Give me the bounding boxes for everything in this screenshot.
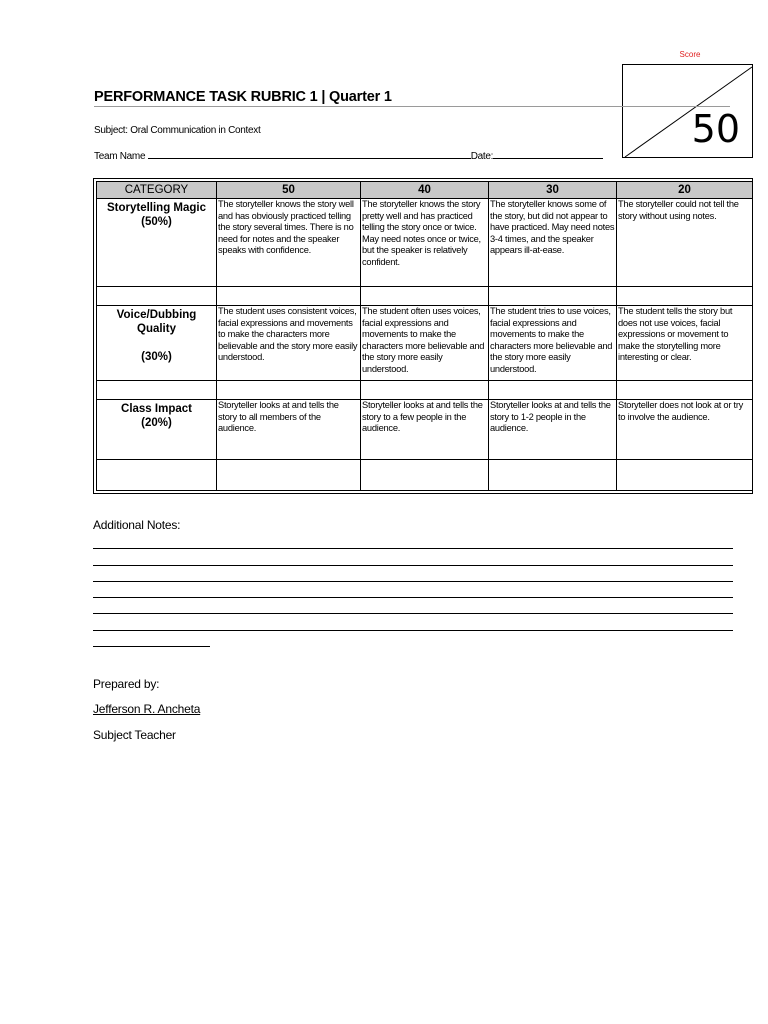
- notes-line[interactable]: [93, 632, 210, 647]
- category-percent: (30%): [141, 351, 172, 363]
- score-entry-cell[interactable]: [217, 460, 361, 491]
- score-entry-cell[interactable]: [489, 460, 617, 491]
- criteria-cell: The storyteller knows the story pretty well and has practiced telling the story once or twice. May need notes once or twice, but the speaker is relatively confident.: [361, 199, 489, 287]
- score-value: 50: [691, 107, 740, 151]
- category-cell: [97, 306, 217, 381]
- criteria-cell: The student tries to use voices, facial expressions and movements to make the characters more believable and the story more easily understood.: [489, 306, 617, 381]
- score-entry-row: [97, 460, 753, 491]
- score-entry-cell[interactable]: [361, 460, 489, 491]
- teacher-role: Subject Teacher: [93, 728, 176, 742]
- prepared-by-label: Prepared by:: [93, 677, 160, 691]
- score-label: Score: [679, 50, 701, 59]
- score-entry-cell[interactable]: [97, 287, 217, 306]
- team-name-field[interactable]: [148, 149, 471, 159]
- criteria-cell: The student uses consistent voices, facial expressions and movements to make the characters more believable and the story more easily understood.: [217, 306, 361, 381]
- category-name: Storytelling Magic: [106, 202, 207, 214]
- score-entry-cell[interactable]: [361, 287, 489, 306]
- criteria-cell: Storyteller looks at and tells the story to all members of the audience.: [217, 400, 361, 460]
- category-cell: [97, 199, 217, 287]
- rubric-row-storytelling: [97, 199, 753, 287]
- criteria-cell: The storyteller knows some of the story, but did not appear to have practiced. May need notes 3-4 times, and the speaker appears ill-at-ease.: [489, 199, 617, 287]
- notes-area[interactable]: [93, 534, 733, 648]
- title-divider: [94, 106, 730, 107]
- team-name-line: [94, 149, 603, 162]
- criteria-cell: Storyteller does not look at or try to involve the audience.: [617, 400, 753, 460]
- page-title: PERFORMANCE TASK RUBRIC 1 | Quarter 1: [94, 89, 392, 105]
- criteria-cell: The storyteller could not tell the story without using notes.: [617, 199, 753, 287]
- score-entry-row: [97, 381, 753, 400]
- notes-line[interactable]: [93, 550, 733, 565]
- rubric-row-impact: [97, 400, 753, 460]
- score-entry-cell[interactable]: [217, 381, 361, 400]
- score-entry-cell[interactable]: [617, 460, 753, 491]
- score-entry-cell[interactable]: [617, 381, 753, 400]
- category-percent: (50%): [141, 216, 172, 228]
- team-name-label: Team Name: [94, 151, 146, 162]
- category-cell: [97, 400, 217, 460]
- criteria-cell: The storyteller knows the story well and has obviously practiced telling the story several times. There is no need for notes and the speaker speaks with confidence.: [217, 199, 361, 287]
- score-box: [622, 64, 753, 158]
- score-entry-cell[interactable]: [617, 287, 753, 306]
- header-score-20: 20: [617, 182, 753, 199]
- score-entry-cell[interactable]: [361, 381, 489, 400]
- date-label: Date:: [470, 151, 494, 162]
- criteria-cell: Storyteller looks at and tells the story to 1-2 people in the audience.: [489, 400, 617, 460]
- score-entry-cell[interactable]: [97, 460, 217, 491]
- criteria-cell: The student often uses voices, facial expressions and movements to make the characters more believable and the story more easily understood.: [361, 306, 489, 381]
- header-category: CATEGORY: [97, 182, 217, 199]
- score-entry-cell[interactable]: [489, 287, 617, 306]
- score-entry-cell[interactable]: [489, 381, 617, 400]
- date-field[interactable]: [493, 149, 603, 159]
- notes-line[interactable]: [93, 599, 733, 614]
- notes-label: Additional Notes:: [93, 518, 181, 532]
- score-entry-cell[interactable]: [217, 287, 361, 306]
- category-name: Class Impact: [121, 403, 192, 415]
- category-percent: (20%): [141, 417, 172, 429]
- rubric-row-voice: [97, 306, 753, 381]
- criteria-cell: The student tells the story but does not use voices, facial expressions or movement to make the storytelling more interesting or clear.: [617, 306, 753, 381]
- subject-line: Subject: Oral Communication in Context: [94, 125, 261, 136]
- teacher-name: Jefferson R. Ancheta: [93, 702, 201, 716]
- rubric-header-row: [97, 182, 753, 199]
- header-score-40: 40: [361, 182, 489, 199]
- criteria-cell: Storyteller looks at and tells the story to a few people in the audience.: [361, 400, 489, 460]
- score-entry-cell[interactable]: [97, 381, 217, 400]
- notes-line[interactable]: [93, 583, 733, 598]
- score-entry-row: [97, 287, 753, 306]
- header-score-50: 50: [217, 182, 361, 199]
- notes-line[interactable]: [93, 567, 733, 582]
- header-score-30: 30: [489, 182, 617, 199]
- rubric-table: [93, 178, 753, 494]
- category-name: Voice/Dubbing Quality: [116, 309, 197, 335]
- notes-line[interactable]: [93, 615, 733, 630]
- notes-line[interactable]: [93, 534, 733, 549]
